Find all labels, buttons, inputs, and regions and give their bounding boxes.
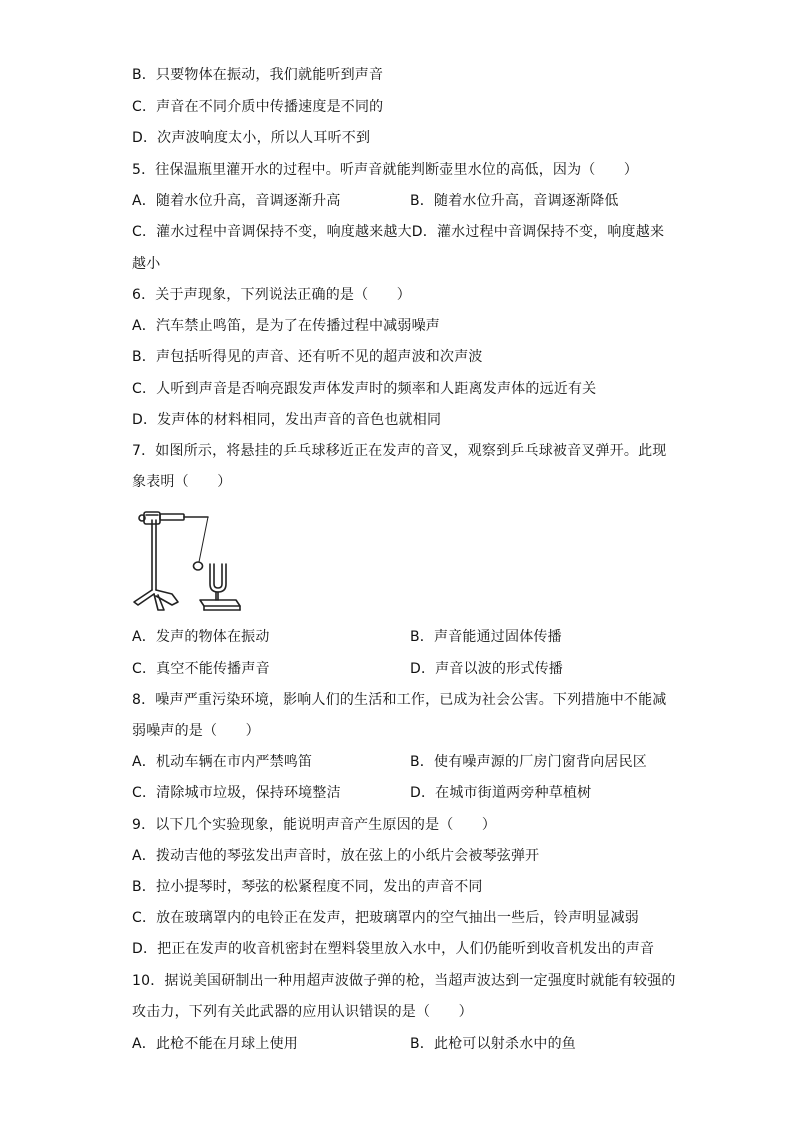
q5-option-a: A．随着水位升高，音调逐渐升高 [132, 193, 341, 209]
q7-option-c: C．真空不能传播声音 [132, 661, 270, 677]
q9-option-d: D．把正在发声的收音机密封在塑料袋里放入水中，人们仍能听到收音机发出的声音 [132, 941, 655, 957]
q7-option-a: A．发声的物体在振动 [132, 629, 270, 645]
q6-stem: 6．关于声现象，下列说法正确的是（ ） [132, 287, 411, 303]
q7-option-b: B．声音能通过固体传播 [410, 629, 562, 645]
q8-option-c: C．清除城市垃圾，保持环境整洁 [132, 785, 341, 801]
q4-option-b: B．只要物体在振动，我们就能听到声音 [132, 67, 384, 83]
q10-stem-line1: 10．据说美国研制出一种用超声波做子弹的枪，当超声波达到一定强度时就能有较强的 [132, 973, 676, 989]
q8-stem-line1: 8．噪声严重污染环境，影响人们的生活和工作，已成为社会公害。下列措施中不能减 [132, 692, 667, 708]
q4-option-d: D．次声波响度太小，所以人耳听不到 [132, 130, 371, 146]
q9-option-c: C．放在玻璃罩内的电铃正在发声，把玻璃罩内的空气抽出一些后，铃声明显减弱 [132, 910, 639, 926]
q8-stem-line2: 弱噪声的是（ ） [132, 723, 260, 739]
q7-stem-line2: 象表明（ ） [132, 474, 232, 490]
q8-option-d: D．在城市街道两旁种草植树 [410, 785, 592, 801]
q5-stem: 5．往保温瓶里灌开水的过程中。听声音就能判断壶里水位的高低，因为（ ） [132, 162, 639, 178]
q9-stem: 9．以下几个实验现象，能说明声音产生原因的是（ ） [132, 817, 497, 833]
q6-option-c: C．人听到声音是否响亮跟发声体发声时的频率和人距离发声体的远近有关 [132, 381, 597, 397]
q5-option-d-continued: 越小 [132, 256, 161, 272]
q9-option-a: A．拨动吉他的琴弦发出声音时，放在弦上的小纸片会被琴弦弹开 [132, 848, 540, 864]
q6-option-b: B．声包括听得见的声音、还有听不见的超声波和次声波 [132, 349, 483, 365]
q10-option-a: A．此枪不能在月球上使用 [132, 1036, 298, 1052]
q10-stem-line2: 攻击力，下列有关此武器的应用认识错误的是（ ） [132, 1004, 473, 1020]
q6-option-a: A．汽车禁止鸣笛，是为了在传播过程中减弱噪声 [132, 318, 440, 334]
q7-option-d: D．声音以波的形式传播 [410, 661, 563, 677]
q5-option-cd: C．灌水过程中音调保持不变，响度越来越大D．灌水过程中音调保持不变，响度越来 [132, 224, 665, 240]
q8-option-a: A．机动车辆在市内严禁鸣笛 [132, 754, 313, 770]
tuning-fork-pingpong-figure [128, 502, 248, 614]
q5-option-b: B．随着水位升高，音调逐渐降低 [410, 193, 619, 209]
q10-option-b: B．此枪可以射杀水中的鱼 [410, 1036, 577, 1052]
q7-stem-line1: 7．如图所示，将悬挂的乒乓球移近正在发声的音叉，观察到乒乓球被音叉弹开。此现 [132, 443, 667, 459]
q8-option-b: B．使有噪声源的厂房门窗背向居民区 [410, 754, 648, 770]
q4-option-c: C．声音在不同介质中传播速度是不同的 [132, 99, 384, 115]
q9-option-b: B．拉小提琴时，琴弦的松紧程度不同，发出的声音不同 [132, 879, 483, 895]
q6-option-d: D．发声体的材料相同，发出声音的音色也就相同 [132, 412, 442, 428]
